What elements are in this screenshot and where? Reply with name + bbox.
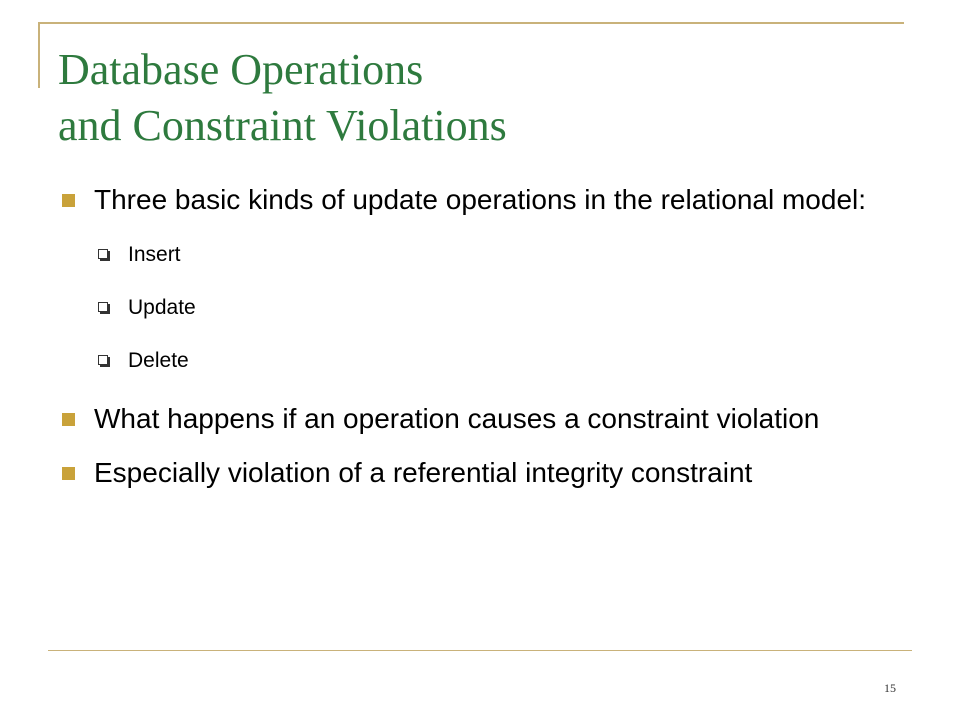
- checkbox-bullet-icon: [98, 355, 108, 365]
- bullet-text: What happens if an operation causes a constraint violation: [94, 403, 820, 434]
- sub-bullet-item: [94, 334, 888, 387]
- sub-bullet-text: Update: [128, 296, 196, 319]
- bullet-text: Especially violation of a referential integrity constraint: [94, 457, 753, 488]
- bullet-item: [58, 397, 888, 441]
- square-bullet-icon: [62, 194, 75, 207]
- square-bullet-icon: [62, 467, 75, 480]
- square-bullet-icon: [62, 413, 75, 426]
- slide-title: [58, 42, 507, 154]
- sub-bullet-item: [94, 228, 888, 281]
- sub-bullet-text: Insert: [128, 243, 181, 266]
- sub-bullet-item: [94, 281, 888, 334]
- checkbox-bullet-icon: [98, 249, 108, 259]
- bullet-text: Three basic kinds of update operations in the relational model:: [94, 184, 867, 215]
- bullet-list: [58, 178, 888, 505]
- frame-left-line: [38, 22, 40, 88]
- frame-top-line: [38, 22, 904, 24]
- title-line-2: and Constraint Violations: [58, 101, 507, 150]
- bullet-item: [58, 451, 888, 495]
- sub-bullet-text: Delete: [128, 349, 189, 372]
- title-line-1: Database Operations: [58, 45, 424, 94]
- page-number: 15: [884, 681, 896, 695]
- checkbox-bullet-icon: [98, 302, 108, 312]
- bullet-item: [58, 178, 888, 387]
- frame-bottom-line: [48, 650, 912, 651]
- sub-bullet-list: [94, 228, 888, 387]
